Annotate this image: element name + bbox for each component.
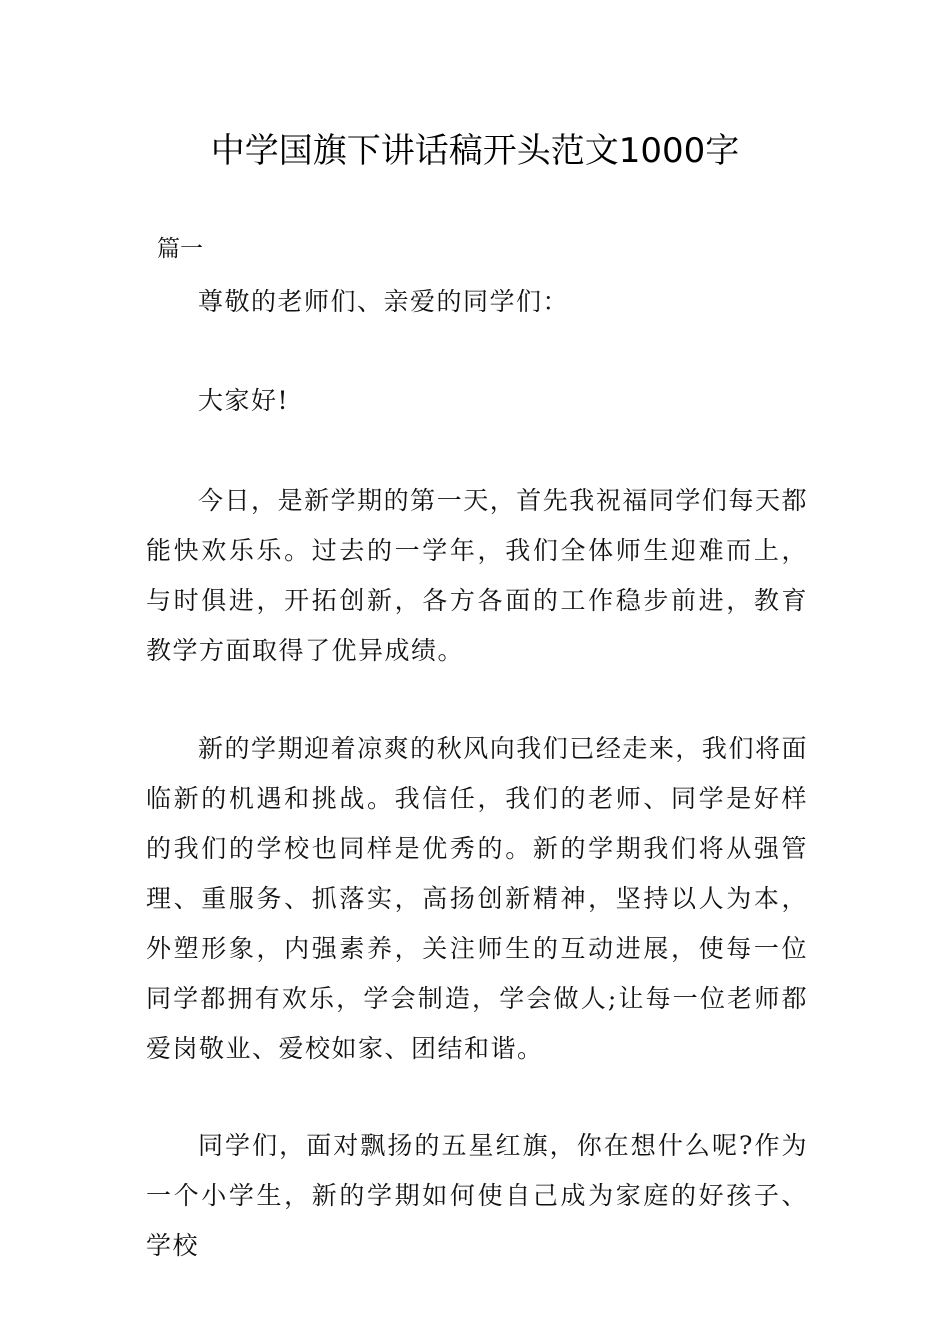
body-paragraph-2: 新的学期迎着凉爽的秋风向我们已经走来，我们将面临新的机遇和挑战。我信任，我们的老师、同学是好样的我们的学校也同样是优秀的。新的学期我们将从强管理、重服务、抓落实，高扬创新精神，坚持以人为本，外塑形象，内强素养，关注师生的互动进展，使每一位同学都拥有欢乐，学会制造，学会做人;让每一位老师都爱岗敬业、爱校如家、团结和谐。 xyxy=(146,734,808,1063)
document-title: 中学国旗下讲话稿开头范文1000字 xyxy=(210,131,740,171)
body-paragraph-3: 同学们，面对飘扬的五星红旗，你在想什么呢?作为一个小学生，新的学期如何使自己成为家庭的好孩子、学校 xyxy=(146,1131,808,1260)
salutation-paragraph: 尊敬的老师们、亲爱的同学们： xyxy=(198,287,570,316)
body-paragraph-1: 今日，是新学期的第一天，首先我祝福同学们每天都能快欢乐乐。过去的一学年，我们全体师生迎难而上，与时俱进，开拓创新，各方各面的工作稳步前进，教育教学方面取得了优异成绩。 xyxy=(146,486,808,665)
section-label: 篇一 xyxy=(157,236,203,262)
greeting-paragraph: 大家好! xyxy=(198,386,290,415)
